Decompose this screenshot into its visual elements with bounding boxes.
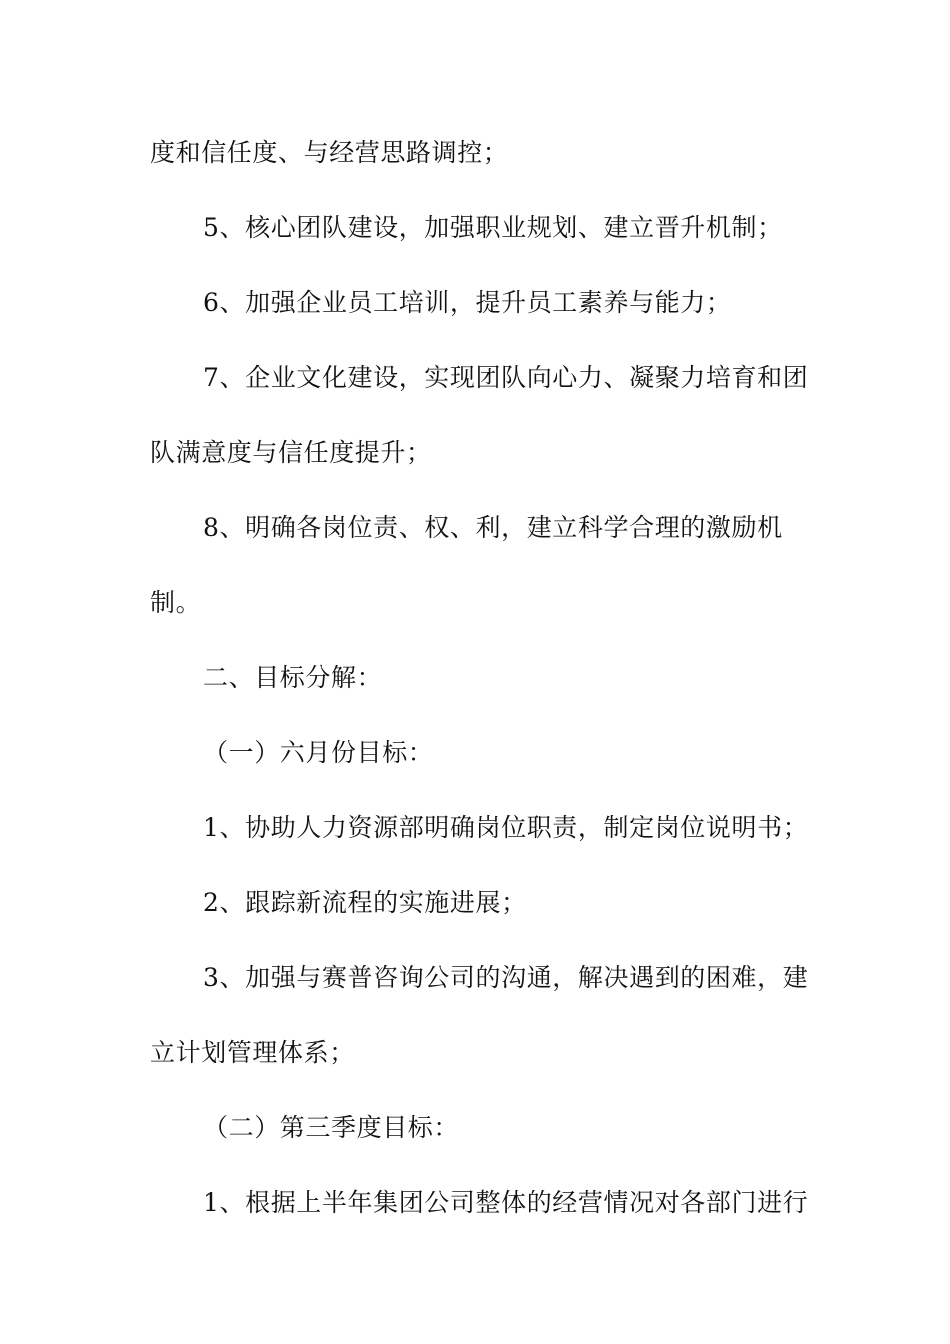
list-item-7-continuation: 队满意度与信任度提升； xyxy=(150,438,432,467)
text-line-continuation: 度和信任度、与经营思路调控； xyxy=(150,138,509,167)
list-item-8: 8、明确各岗位责、权、利，建立科学合理的激励机 xyxy=(203,513,783,542)
subsection-heading-q3: （二）第三季度目标： xyxy=(203,1113,460,1142)
list-item-6: 6、加强企业员工培训，提升员工素养与能力； xyxy=(203,288,732,317)
list-item-7: 7、企业文化建设，实现团队向心力、凝聚力培育和团 xyxy=(203,363,809,392)
section-heading-goal-breakdown: 二、目标分解： xyxy=(203,663,383,692)
subsection-heading-june: （一）六月份目标： xyxy=(203,738,434,767)
june-item-2: 2、跟踪新流程的实施进展； xyxy=(203,888,527,917)
q3-item-1: 1、根据上半年集团公司整体的经营情况对各部门进行 xyxy=(203,1188,809,1217)
june-item-1: 1、协助人力资源部明确岗位职责，制定岗位说明书； xyxy=(203,813,809,842)
list-item-8-continuation: 制。 xyxy=(150,588,202,617)
june-item-3-continuation: 立计划管理体系； xyxy=(150,1038,355,1067)
list-item-5: 5、核心团队建设，加强职业规划、建立晋升机制； xyxy=(203,213,783,242)
june-item-3: 3、加强与赛普咨询公司的沟通，解决遇到的困难，建 xyxy=(203,963,809,992)
